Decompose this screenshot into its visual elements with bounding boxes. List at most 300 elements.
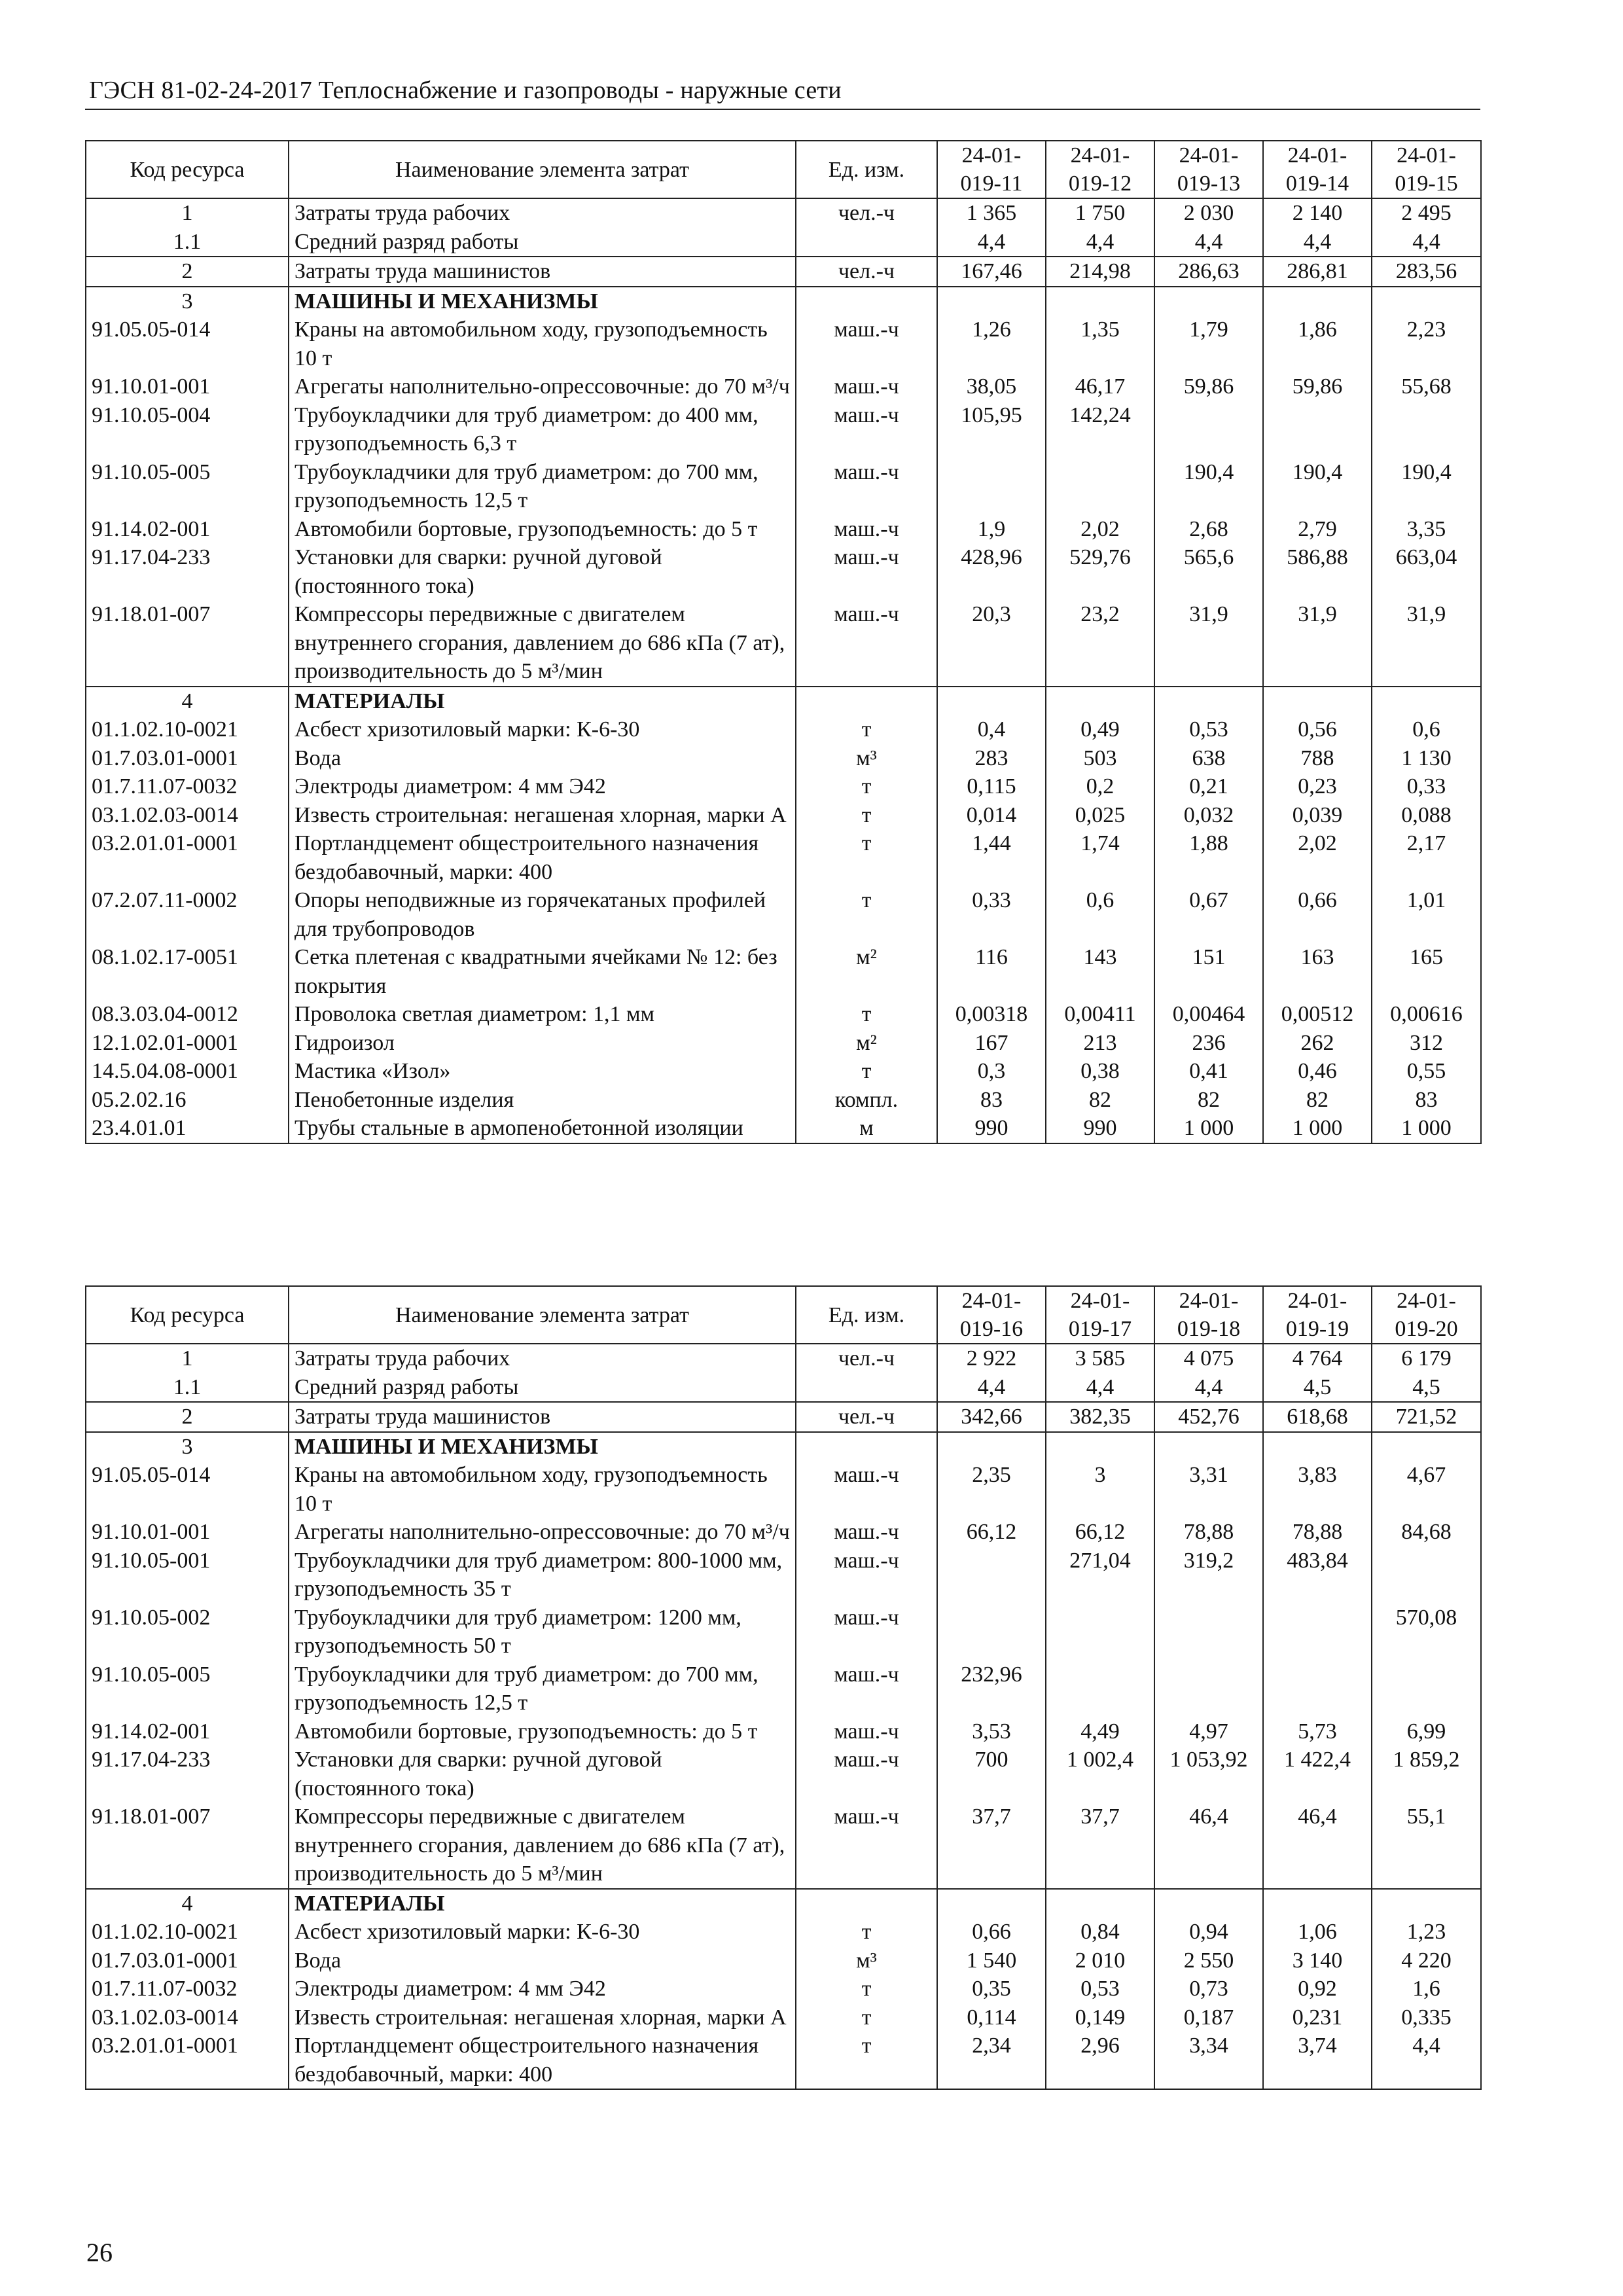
value-cell: 4,4 [937,1373,1046,1403]
table-row [86,401,1481,458]
unit-cell: маш.-ч [796,1746,937,1803]
value-cell: 2,68 [1154,515,1263,544]
value-cell: 163 [1263,943,1372,1000]
value-cell: 1 000 [1154,1114,1263,1143]
unit-cell: маш.-ч [796,372,937,401]
value-cell: 165 [1372,943,1481,1000]
unit-cell: т [796,2032,937,2089]
value-cell [1046,1432,1154,1462]
unit-cell: м³ [796,744,937,773]
value-cell: 0,38 [1046,1057,1154,1086]
resource-code: 01.1.02.10-0021 [86,715,289,744]
table-row [86,1461,1481,1518]
value-cell: 2 010 [1046,1946,1154,1975]
value-cell: 0,67 [1154,886,1263,943]
unit-cell: м² [796,1029,937,1058]
value-cell: 2 030 [1154,198,1263,228]
value-cell [937,458,1046,515]
resource-code: 91.18.01-007 [86,600,289,687]
value-cell: 638 [1154,744,1263,773]
unit-cell [796,1373,937,1403]
value-cell [1046,1604,1154,1660]
value-cell: 428,96 [937,543,1046,600]
unit-cell: маш.-ч [796,1518,937,1547]
resource-code: 4 [86,687,289,716]
resource-code: 91.10.05-004 [86,401,289,458]
table-row [86,1029,1481,1058]
value-cell: 4,5 [1372,1373,1481,1403]
resource-name: Трубоукладчики для труб диаметром: до 400 мм, грузоподъемность 6,3 т [289,401,796,458]
table-row [86,2032,1481,2089]
resource-name: Известь строительная: негашеная хлорная, марки А [289,2003,796,2032]
value-cell: 0,4 [937,715,1046,744]
value-cell: 38,05 [937,372,1046,401]
value-cell: 78,88 [1154,1518,1263,1547]
header-name: Наименование элемента затрат [289,141,796,198]
resource-code: 91.10.05-005 [86,1660,289,1717]
value-cell: 1 365 [937,198,1046,228]
value-cell: 0,56 [1263,715,1372,744]
resource-name: Краны на автомобильном ходу, грузоподъемность 10 т [289,315,796,372]
resource-code: 01.7.11.07-0032 [86,772,289,801]
value-cell: 319,2 [1154,1547,1263,1604]
value-cell: 0,49 [1046,715,1154,744]
resource-name: Сетка плетеная с квадратными ячейками № 12: без покрытия [289,943,796,1000]
table-body [86,198,1481,1143]
resource-code: 91.14.02-001 [86,1717,289,1746]
value-cell: 990 [1046,1114,1154,1143]
value-cell: 565,6 [1154,543,1263,600]
value-cell: 2,02 [1046,515,1154,544]
value-cell: 0,73 [1154,1975,1263,2003]
unit-cell: маш.-ч [796,315,937,372]
table-header [86,141,1481,198]
value-cell: 83 [937,1086,1046,1115]
value-cell: 105,95 [937,401,1046,458]
value-cell: 0,231 [1263,2003,1372,2032]
value-cell: 55,68 [1372,372,1481,401]
resource-name: Вода [289,744,796,773]
unit-cell: т [796,829,937,886]
resource-name: Трубоукладчики для труб диаметром: 1200 мм, грузоподъемность 50 т [289,1604,796,1660]
resource-table-2 [85,1285,1482,2090]
value-cell: 0,00512 [1263,1000,1372,1029]
resource-name: Трубоукладчики для труб диаметром: до 700 мм, грузоподъемность 12,5 т [289,1660,796,1717]
value-cell: 3,74 [1263,2032,1372,2089]
value-cell: 59,86 [1154,372,1263,401]
value-cell: 142,24 [1046,401,1154,458]
value-cell: 2 140 [1263,198,1372,228]
value-cell [1154,1604,1263,1660]
value-cell: 4,4 [1046,1373,1154,1403]
resource-code: 3 [86,287,289,316]
value-cell: 31,9 [1154,600,1263,687]
header-name: Наименование элемента затрат [289,1286,796,1344]
value-cell: 0,032 [1154,801,1263,830]
value-cell: 0,00411 [1046,1000,1154,1029]
table-row [86,1717,1481,1746]
resource-code: 91.10.05-001 [86,1547,289,1604]
unit-cell: чел.-ч [796,198,937,228]
header-column: 24-01-019-15 [1372,141,1481,198]
header-column: 24-01-019-18 [1154,1286,1263,1344]
value-cell [1154,1889,1263,1918]
value-cell [1263,1604,1372,1660]
table-row [86,715,1481,744]
value-cell: 1,88 [1154,829,1263,886]
resource-code: 12.1.02.01-0001 [86,1029,289,1058]
value-cell: 214,98 [1046,257,1154,287]
value-cell [1372,1547,1481,1604]
value-cell: 3 140 [1263,1946,1372,1975]
resource-code: 08.1.02.17-0051 [86,943,289,1000]
resource-code: 2 [86,1402,289,1432]
value-cell [937,287,1046,316]
value-cell: 262 [1263,1029,1372,1058]
resource-code: 01.7.03.01-0001 [86,744,289,773]
resource-code: 2 [86,257,289,287]
resource-code: 01.7.03.01-0001 [86,1946,289,1975]
value-cell [1372,1660,1481,1717]
value-cell: 5,73 [1263,1717,1372,1746]
section-heading-row [86,1889,1481,1918]
value-cell: 503 [1046,744,1154,773]
table-row [86,1057,1481,1086]
unit-cell: маш.-ч [796,515,937,544]
value-cell: 0,00616 [1372,1000,1481,1029]
value-cell [1046,687,1154,716]
resource-code: 91.10.05-002 [86,1604,289,1660]
value-cell: 1 750 [1046,198,1154,228]
value-cell: 618,68 [1263,1402,1372,1432]
value-cell [1154,1432,1263,1462]
header-divider [85,109,1480,110]
resource-name: МАТЕРИАЛЫ [289,1889,796,1918]
value-cell: 0,00318 [937,1000,1046,1029]
value-cell: 1 540 [937,1946,1046,1975]
value-cell: 4 220 [1372,1946,1481,1975]
unit-cell: т [796,1975,937,2003]
value-cell: 82 [1263,1086,1372,1115]
unit-cell: маш.-ч [796,1547,937,1604]
table-row [86,943,1481,1000]
unit-cell [796,228,937,257]
resource-name: Пенобетонные изделия [289,1086,796,1115]
table-row [86,1975,1481,2003]
unit-cell: чел.-ч [796,1402,937,1432]
table-row [86,1344,1481,1373]
value-cell [1263,687,1372,716]
value-cell: 3 [1046,1461,1154,1518]
table-row [86,886,1481,943]
header-column: 24-01-019-20 [1372,1286,1481,1344]
document-header-title: ГЭСН 81-02-24-2017 Теплоснабжение и газопроводы - наружные сети [89,77,842,104]
resource-name: Известь строительная: негашеная хлорная, марки А [289,801,796,830]
value-cell: 83 [1372,1086,1481,1115]
value-cell: 1,74 [1046,829,1154,886]
resource-code: 03.1.02.03-0014 [86,801,289,830]
value-cell: 3,35 [1372,515,1481,544]
unit-cell: т [796,801,937,830]
value-cell: 1 002,4 [1046,1746,1154,1803]
value-cell [1046,287,1154,316]
value-cell: 46,17 [1046,372,1154,401]
value-cell: 663,04 [1372,543,1481,600]
value-cell: 31,9 [1263,600,1372,687]
table-row [86,1803,1481,1889]
value-cell: 4,49 [1046,1717,1154,1746]
resource-code: 3 [86,1432,289,1462]
resource-code: 4 [86,1889,289,1918]
value-cell: 1,9 [937,515,1046,544]
value-cell: 213 [1046,1029,1154,1058]
unit-cell [796,1432,937,1462]
value-cell: 286,63 [1154,257,1263,287]
value-cell: 4,4 [937,228,1046,257]
resource-name: Гидроизол [289,1029,796,1058]
value-cell: 4,4 [1046,228,1154,257]
table-row [86,1660,1481,1717]
value-cell: 2,34 [937,2032,1046,2089]
value-cell: 46,4 [1154,1803,1263,1889]
unit-cell: маш.-ч [796,1717,937,1746]
value-cell: 0,84 [1046,1918,1154,1946]
unit-cell: чел.-ч [796,257,937,287]
value-cell: 190,4 [1154,458,1263,515]
resource-code: 07.2.07.11-0002 [86,886,289,943]
unit-cell: маш.-ч [796,543,937,600]
header-column: 24-01-019-14 [1263,141,1372,198]
value-cell: 59,86 [1263,372,1372,401]
value-cell: 0,039 [1263,801,1372,830]
table-row [86,1547,1481,1604]
value-cell: 0,94 [1154,1918,1263,1946]
header-column: 24-01-019-11 [937,141,1046,198]
value-cell: 151 [1154,943,1263,1000]
resource-code: 91.17.04-233 [86,543,289,600]
table-row [86,1746,1481,1803]
value-cell: 1 422,4 [1263,1746,1372,1803]
value-cell: 66,12 [1046,1518,1154,1547]
value-cell: 4 764 [1263,1344,1372,1373]
value-cell: 4 075 [1154,1344,1263,1373]
value-cell [1046,1660,1154,1717]
resource-name: Портландцемент общестроительного назначения бездобавочный, марки: 400 [289,2032,796,2089]
unit-cell: т [796,1000,937,1029]
value-cell: 1,86 [1263,315,1372,372]
value-cell: 1,44 [937,829,1046,886]
resource-name: Средний разряд работы [289,1373,796,1403]
unit-cell: маш.-ч [796,600,937,687]
value-cell: 0,025 [1046,801,1154,830]
value-cell: 3,31 [1154,1461,1263,1518]
value-cell: 66,12 [937,1518,1046,1547]
resource-name: Опоры неподвижные из горячекатаных профилей для трубопроводов [289,886,796,943]
value-cell [1372,401,1481,458]
table-row [86,1946,1481,1975]
resource-code: 14.5.04.08-0001 [86,1057,289,1086]
value-cell [1263,401,1372,458]
resource-name: Агрегаты наполнительно-опрессовочные: до 70 м³/ч [289,1518,796,1547]
table-row [86,2003,1481,2032]
resource-name: Асбест хризотиловый марки: К-6-30 [289,1918,796,1946]
value-cell: 586,88 [1263,543,1372,600]
value-cell [1154,687,1263,716]
resource-name: Затраты труда машинистов [289,1402,796,1432]
table-row [86,1402,1481,1432]
table-row [86,315,1481,372]
resource-name: Установки для сварки: ручной дуговой (постоянного тока) [289,1746,796,1803]
resource-code: 03.1.02.03-0014 [86,2003,289,2032]
value-cell [1263,1889,1372,1918]
unit-cell: маш.-ч [796,1604,937,1660]
value-cell: 232,96 [937,1660,1046,1717]
value-cell: 4,4 [1263,228,1372,257]
value-cell: 1 859,2 [1372,1746,1481,1803]
value-cell [937,1604,1046,1660]
value-cell: 0,088 [1372,801,1481,830]
table-row [86,1086,1481,1115]
page-number: 26 [86,2238,113,2267]
value-cell: 31,9 [1372,600,1481,687]
value-cell: 4,4 [1154,228,1263,257]
resource-code: 23.4.01.01 [86,1114,289,1143]
header-column: 24-01-019-13 [1154,141,1263,198]
unit-cell: маш.-ч [796,401,937,458]
value-cell: 0,21 [1154,772,1263,801]
value-cell [937,1889,1046,1918]
value-cell: 0,6 [1046,886,1154,943]
table-row [86,1373,1481,1403]
resource-name: Установки для сварки: ручной дуговой (постоянного тока) [289,543,796,600]
value-cell [1372,287,1481,316]
value-cell: 286,81 [1263,257,1372,287]
unit-cell: маш.-ч [796,458,937,515]
resource-code: 91.05.05-014 [86,315,289,372]
value-cell: 3,53 [937,1717,1046,1746]
value-cell: 82 [1046,1086,1154,1115]
value-cell: 4,5 [1263,1373,1372,1403]
value-cell [937,687,1046,716]
unit-cell: м² [796,943,937,1000]
value-cell: 342,66 [937,1402,1046,1432]
value-cell: 0,114 [937,2003,1046,2032]
header-column: 24-01-019-16 [937,1286,1046,1344]
resource-name: МАТЕРИАЛЫ [289,687,796,716]
value-cell: 700 [937,1746,1046,1803]
value-cell: 788 [1263,744,1372,773]
resource-name: Асбест хризотиловый марки: К-6-30 [289,715,796,744]
table-body [86,1344,1481,2089]
header-column: 24-01-019-17 [1046,1286,1154,1344]
value-cell: 382,35 [1046,1402,1154,1432]
value-cell: 37,7 [1046,1803,1154,1889]
resource-code: 1 [86,198,289,228]
resource-code: 1 [86,1344,289,1373]
resource-name: Вода [289,1946,796,1975]
resource-name: Краны на автомобильном ходу, грузоподъемность 10 т [289,1461,796,1518]
resource-code: 91.05.05-014 [86,1461,289,1518]
value-cell: 167 [937,1029,1046,1058]
value-cell: 0,66 [1263,886,1372,943]
value-cell: 721,52 [1372,1402,1481,1432]
resource-name: Электроды диаметром: 4 мм Э42 [289,1975,796,2003]
header-code: Код ресурса [86,141,289,198]
header-unit: Ед. изм. [796,1286,937,1344]
resource-name: Трубы стальные в армопенобетонной изоляции [289,1114,796,1143]
value-cell: 0,2 [1046,772,1154,801]
resource-name: Агрегаты наполнительно-опрессовочные: до 70 м³/ч [289,372,796,401]
value-cell: 4,97 [1154,1717,1263,1746]
value-cell: 23,2 [1046,600,1154,687]
value-cell: 0,55 [1372,1057,1481,1086]
value-cell: 312 [1372,1029,1481,1058]
value-cell: 82 [1154,1086,1263,1115]
resource-name: МАШИНЫ И МЕХАНИЗМЫ [289,1432,796,1462]
value-cell: 0,187 [1154,2003,1263,2032]
value-cell: 0,014 [937,801,1046,830]
resource-name: Затраты труда машинистов [289,257,796,287]
value-cell: 570,08 [1372,1604,1481,1660]
value-cell: 1 000 [1372,1114,1481,1143]
value-cell [1372,1432,1481,1462]
unit-cell: маш.-ч [796,1461,937,1518]
table-row [86,543,1481,600]
unit-cell [796,687,937,716]
table-row [86,228,1481,257]
value-cell: 3,34 [1154,2032,1263,2089]
value-cell: 167,46 [937,257,1046,287]
resource-code: 91.10.05-005 [86,458,289,515]
value-cell: 2 550 [1154,1946,1263,1975]
value-cell: 0,115 [937,772,1046,801]
resource-name: Электроды диаметром: 4 мм Э42 [289,772,796,801]
value-cell: 1,35 [1046,315,1154,372]
section-heading-row [86,687,1481,716]
resource-code: 91.14.02-001 [86,515,289,544]
table-row [86,1604,1481,1660]
value-cell: 3,83 [1263,1461,1372,1518]
unit-cell: чел.-ч [796,1344,937,1373]
resource-name: Мастика «Изол» [289,1057,796,1086]
value-cell: 1 130 [1372,744,1481,773]
value-cell [1154,287,1263,316]
value-cell: 990 [937,1114,1046,1143]
resource-code: 03.2.01.01-0001 [86,829,289,886]
value-cell: 1,79 [1154,315,1263,372]
value-cell: 452,76 [1154,1402,1263,1432]
value-cell: 1,6 [1372,1975,1481,2003]
value-cell [1154,1660,1263,1717]
value-cell: 0,53 [1046,1975,1154,2003]
unit-cell: маш.-ч [796,1803,937,1889]
table-row [86,515,1481,544]
value-cell: 2 495 [1372,198,1481,228]
resource-name: Компрессоры передвижные с двигателем внутреннего сгорания, давлением до 686 кПа (7 ат), производительность до 5 м³/мин [289,1803,796,1889]
resource-code: 01.7.11.07-0032 [86,1975,289,2003]
unit-cell: т [796,715,937,744]
section-heading-row [86,1432,1481,1462]
value-cell [937,1432,1046,1462]
table-row [86,372,1481,401]
value-cell [1046,1889,1154,1918]
value-cell: 2,79 [1263,515,1372,544]
resource-code: 91.10.01-001 [86,1518,289,1547]
value-cell: 1,01 [1372,886,1481,943]
unit-cell: компл. [796,1086,937,1115]
value-cell: 1,23 [1372,1918,1481,1946]
unit-cell: т [796,2003,937,2032]
